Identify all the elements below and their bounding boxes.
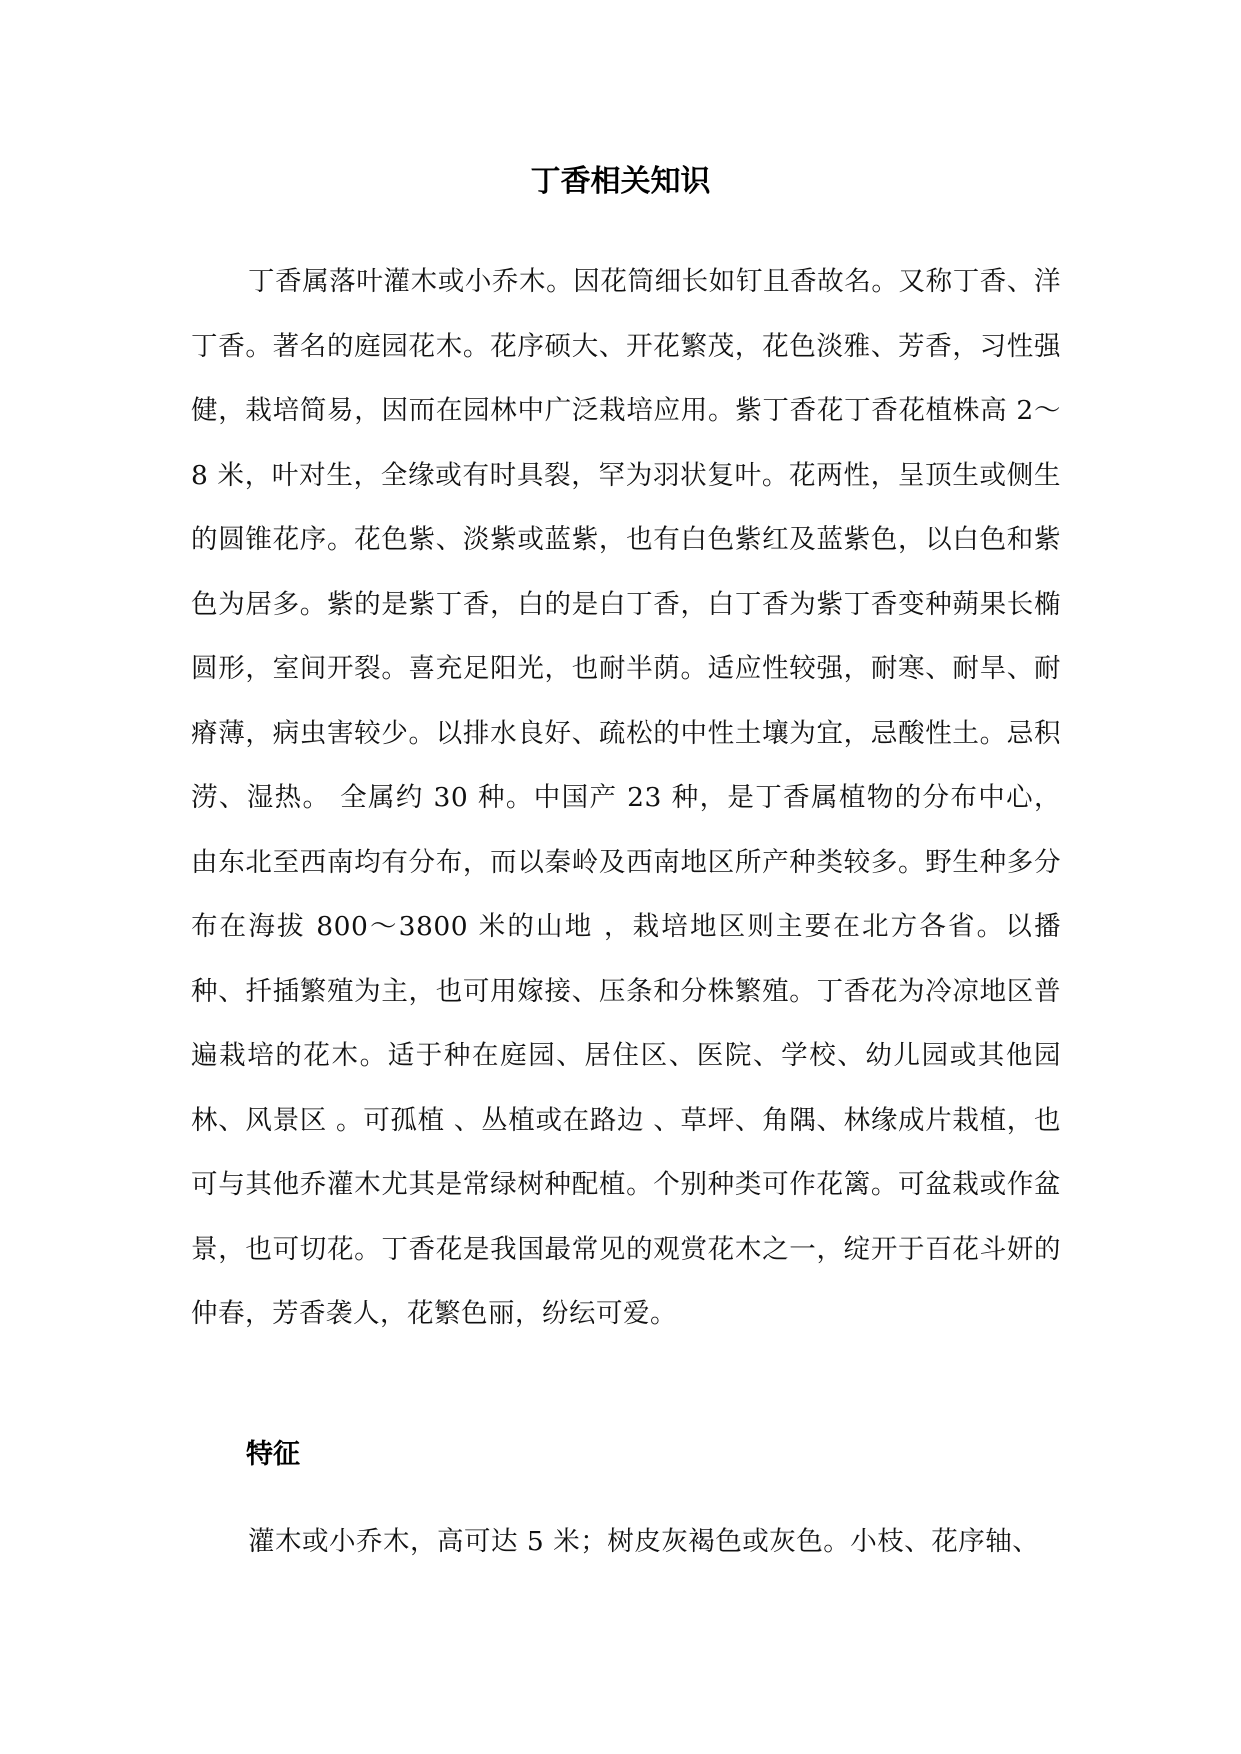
page-title: 丁香相关知识 bbox=[530, 164, 711, 199]
section-heading-features: 特征 bbox=[246, 1439, 300, 1470]
features-paragraph: 灌木或小乔木，高可达 5 米；树皮灰褐色或灰色。小枝、花序轴、 bbox=[248, 1526, 1040, 1557]
intro-paragraph: 丁香属落叶灌木或小乔木。因花筒细长如钉且香故名。又称丁香、洋丁香。著名的庭园花木。花序硕大、开花繁茂，花色淡雅、芳香，习性强健，栽培简易，因而在园林中广泛栽培应用。紫丁香花丁香花植株高 2～8 米，叶对生，全缘或有时具裂，罕为羽状复叶。花两性，呈顶生或侧生的圆锥花序。花色紫、淡紫或蓝紫，也有白色紫红及蓝紫色，以白色和紫色为居多。紫的是紫丁香，白的是白丁香，白丁香为紫丁香变种蒴果长椭圆形，室间开裂。喜充足阳光，也耐半荫。适应性较强，耐寒、耐旱、耐瘠薄，病虫害较少。以排水良好、疏松的中性土壤为宜，忌酸性土。忌积涝、湿热。 全属约 30 种。中国产 23 种，是丁香属植物的分布中心，由东北至西南均有分布，而以秦岭及西南地区所产种类较多。野生种多分布在海拔 800～3800 米的山地 ，栽培地区则主要在北方各省。以播种、扦插繁殖为主，也可用嫁接、压条和分株繁殖。丁香花为冷凉地区普遍栽培的花木。适于种在庭园、居住区、医院、学校、幼儿园或其他园林、风景区 。可孤植 、丛植或在路边 、草坪、角隅、林缘成片栽植，也可与其他乔灌木尤其是常绿树种配植。个别种类可作花篱。可盆栽或作盆景，也可切花。丁香花是我国最常见的观赏花木之一，绽开于百花斗妍的仲春，芳香袭人，花繁色丽，纷纭可爱。 bbox=[191, 266, 1061, 1329]
